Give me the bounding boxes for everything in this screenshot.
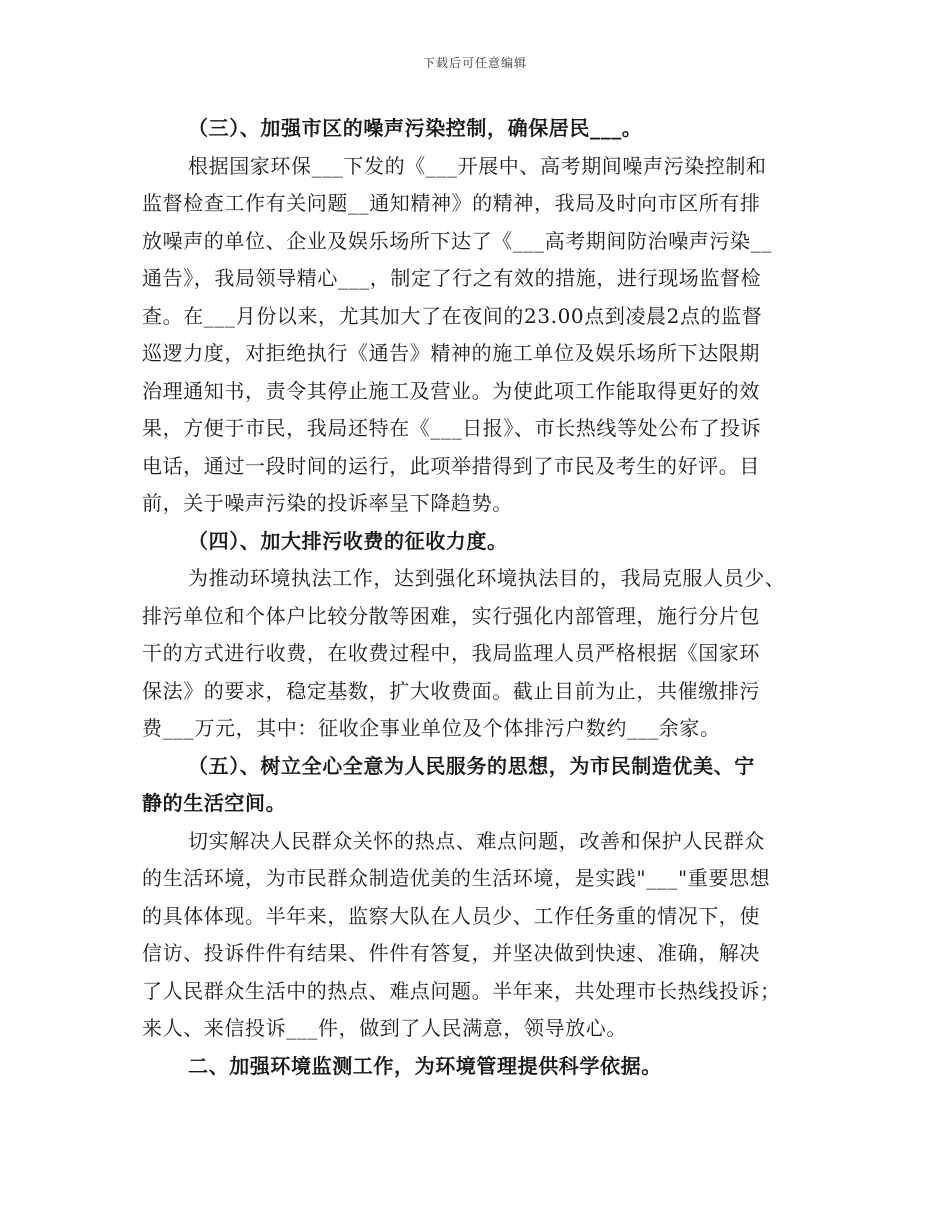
document-body: [142, 110, 812, 1085]
paragraph-line: 监督检查工作有关问题__通知精神》的精神，我局及时向市区所有排: [142, 191, 761, 215]
paragraph-line: 了人民群众生活中的热点、难点问题。半年来，共处理市长热线投诉；: [142, 978, 781, 1003]
paragraph-line: 查。在___月份以来，尤其加大了在夜间的23.00点到凌晨2点的监督: [142, 303, 763, 328]
paragraph-line: 排污单位和个体户比较分散等困难，实行强化内部管理，施行分片包: [142, 603, 760, 628]
paragraph-line: 信访、投诉件件有结果、件件有答复，并坚决做到快速、准确，解决: [142, 941, 760, 965]
paragraph-line: 费___万元，其中：征收企事业单位及个体排污户数约___余家。: [142, 716, 721, 740]
section-heading-line: 二、加强环境监测工作，为环境管理提供科学依据。: [188, 1053, 662, 1078]
paragraph-line: 治理通知书，责令其停止施工及营业。为使此项工作能取得更好的效: [142, 378, 760, 403]
paragraph-line: 果，方便于市民，我局还特在《___日报》、市长热线等处公布了投诉: [142, 416, 762, 440]
page-header: 下载后可任意编辑: [422, 56, 527, 70]
section-heading-line: （五）、树立全心全意为人民服务的思想，为市民制造优美、宁: [188, 753, 755, 778]
section-heading-line: （四）、加大排污收费的征收力度。: [188, 528, 508, 553]
section-heading-line: （三）、加强市区的噪声污染控制，确保居民___。: [188, 116, 643, 140]
section-heading-line: 静的生活空间。: [142, 791, 287, 815]
paragraph-line: 的生活环境，为市民群众制造优美的生活环境，是实践"___"重要思想: [142, 866, 771, 890]
paragraph-line: 巡逻力度，对拒绝执行《通告》精神的施工单位及娱乐场所下达限期: [142, 341, 760, 365]
paragraph-line: 通告》，我局领导精心___，制定了行之有效的措施，进行现场监督检: [142, 266, 762, 290]
paragraph-line: 切实解决人民群众关怀的热点、难点问题，改善和保护人民群众: [188, 828, 765, 853]
paragraph-line: 为推动环境执法工作，达到强化环境执法目的，我局克服人员少、: [188, 566, 786, 590]
paragraph-line: 前，关于噪声污染的投诉率呈下降趋势。: [142, 491, 513, 515]
paragraph-line: 保法》的要求，稳定基数，扩大收费面。截止目前为止，共催缴排污: [142, 678, 760, 703]
paragraph-line: 根据国家环保___下发的《___开展中、高考期间噪声污染控制和: [188, 153, 767, 178]
paragraph-line: 电话，通过一段时间的运行，此项举措得到了市民及考生的好评。目: [142, 453, 760, 478]
paragraph-line: 的具体体现。半年来，监察大队在人员少、工作任务重的情况下，使: [142, 903, 760, 928]
paragraph-line: 干的方式进行收费，在收费过程中，我局监理人员严格根据《国家环: [142, 641, 760, 665]
paragraph-line: 来人、来信投诉___件，做到了人民满意，领导放心。: [142, 1016, 627, 1040]
paragraph-line: 放噪声的单位、企业及娱乐场所下达了《___高考期间防治噪声污染__: [142, 228, 772, 253]
